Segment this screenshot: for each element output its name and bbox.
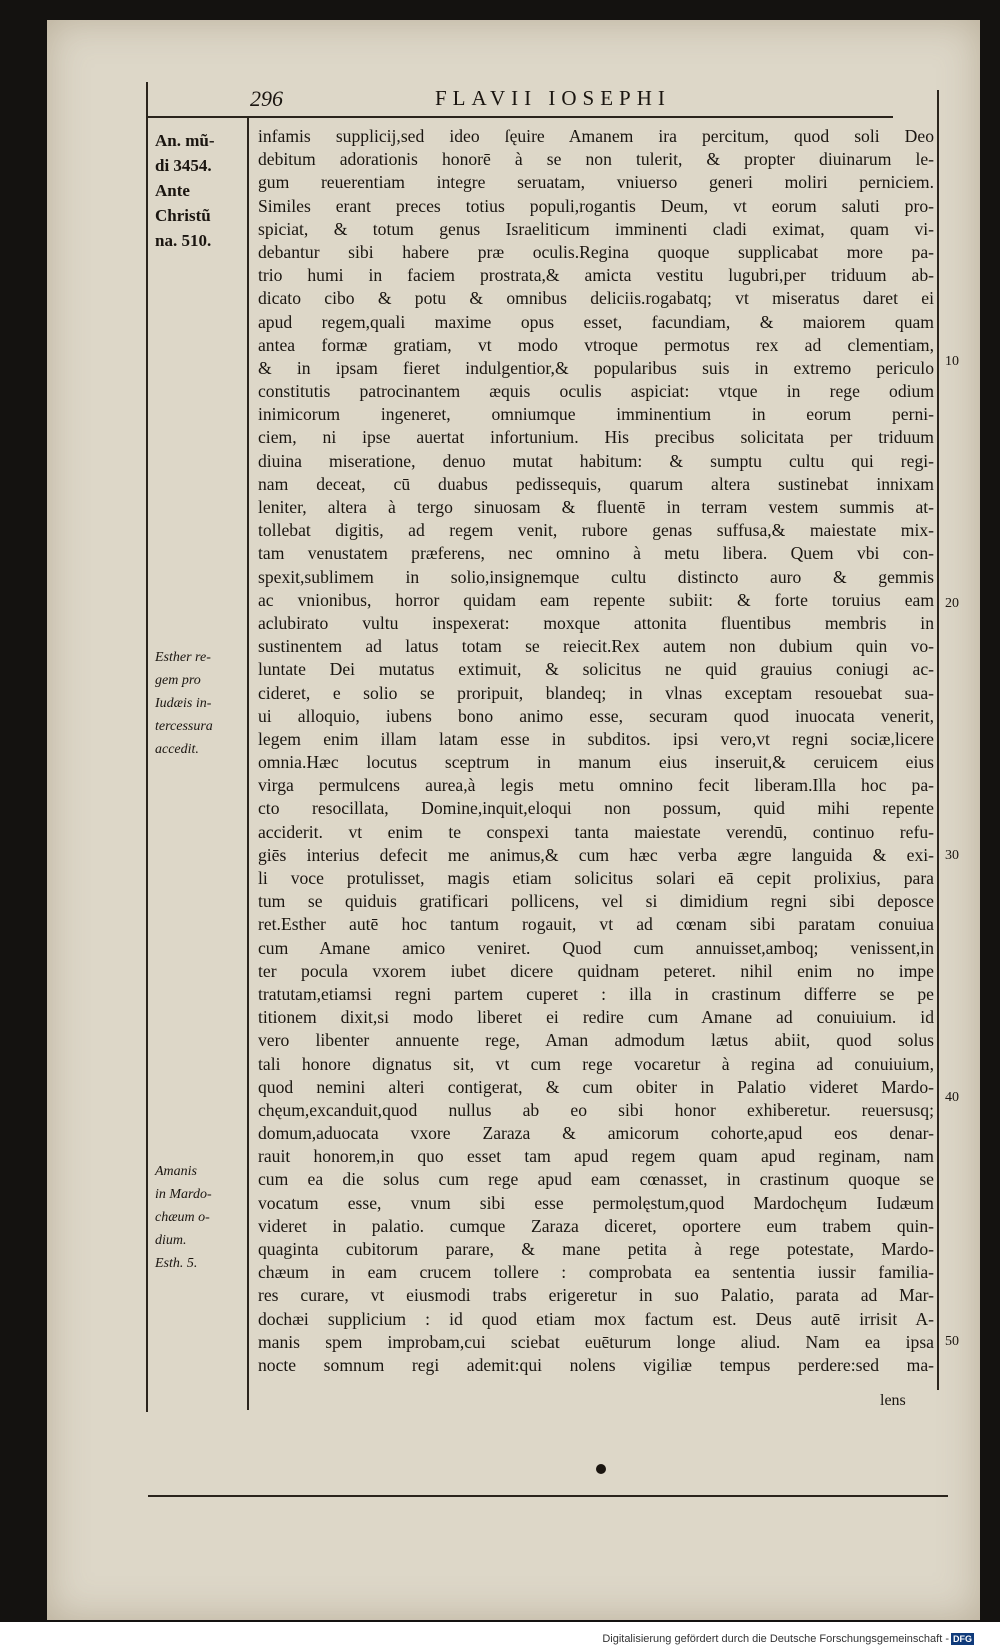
text-line: vero libenter annuente rege, Aman admodum lætus abiit, quod solus — [258, 1030, 934, 1051]
text-line: ac vnionibus, horror quidam eam repente subiit: & forte toruius eam — [258, 589, 934, 610]
text-line: nocte somnum regi ademit:qui nolens vigiliæ tempus perdere:sed ma- — [258, 1354, 934, 1375]
line-number-30: 30 — [945, 848, 959, 863]
text-line: dochæi supplicium : id quod etiam mox factum est. Deus autē irrisit A- — [258, 1308, 934, 1329]
text-line: luntate Dei mutatus extimuit, & solicitus ne quid grauius coniugi ac- — [258, 659, 934, 680]
margin-note-line: Christũ — [155, 206, 211, 225]
text-line: Similes erant preces totius populi,rogantis Deum, vt eorum saluti pro- — [258, 195, 934, 216]
text-line: domum,aduocata vxore Zaraza & amicorum cohorte,apud eos denar- — [258, 1123, 934, 1144]
text-line: debantur sibi habere præ oculis.Regina quoque supplicabat more pa- — [258, 241, 934, 262]
text-line: cideret, e solio se proripuit, blandeq; in vlnas exceptam resouebat sua- — [258, 682, 934, 703]
page-number: 296 — [250, 86, 283, 111]
text-line: quaginta cubitorum parare, & mane petita à rege potestate, Mardo- — [258, 1239, 934, 1259]
text-line: virga permulcens aurea,à legis metu omnino fecit liberam.Illa hoc pa- — [258, 775, 934, 796]
text-line: cto resocillata, Domine,inquit,eloqui non possum, quid mihi repente — [258, 798, 934, 819]
text-line: infamis supplicij,sed ideo ſęuire Amanem ira percitum, quod soli Deo — [258, 126, 934, 146]
catchword: lens — [880, 1392, 906, 1409]
margin-note-line: chæum o- — [155, 1210, 210, 1225]
text-line: tratutam,etiamsi regni partem cuperet : illa in crastinum differre se pe — [258, 983, 934, 1004]
margin-note-line: tercessura — [155, 719, 213, 734]
header-rule — [148, 116, 893, 118]
text-line: spiciat, & totum genus Israeliticum imminenti cladi eximat, quam vi- — [258, 218, 934, 239]
text-line: & in ipsam fieret indulgentior,& popularibus suis in extremo periculo — [258, 357, 934, 378]
margin-note-line: in Mardo- — [155, 1187, 212, 1202]
margin-note-line: na. 510. — [155, 231, 212, 250]
dfg-logo: DFG — [953, 1634, 972, 1644]
margin-note-line: di 3454. — [155, 156, 212, 175]
text-line: tam venustatem præferens, nec omnino à metu libera. Quem vbi con- — [258, 543, 934, 564]
text-line: inimicorum ingeneret, omniumque imminentium in eorum perni- — [258, 404, 934, 425]
margin-note-line: Esth. 5. — [155, 1256, 198, 1271]
footer-rule — [148, 1495, 948, 1497]
text-line: ui alloquio, iubens bono animo esse, securam quod inuocata venerit, — [258, 705, 934, 726]
text-line: chæum in eam crucem tollere : comprobata ea sententia iussir familia- — [258, 1262, 934, 1283]
margin-note-esther — [155, 646, 243, 761]
text-line: diuina miseratione, denuo mutat habitum: & sumptu cultu qui regi- — [258, 450, 934, 471]
text-line: cum ea die solus cum rege apud eam cœnasset, in crastinum quoque se — [258, 1169, 934, 1190]
margin-note-line: An. mũ- — [155, 131, 215, 150]
text-line: gum reuerentiam integre seruatam, vniuerso generi moliri perniciem. — [258, 172, 934, 193]
running-head: FLAVII IOSEPHI — [435, 86, 671, 110]
main-text-block — [258, 125, 934, 1377]
text-line: cum Amane amico veniret. Quod cum annuisset,amboq; venissent,in — [258, 937, 934, 958]
text-line: ter pocula vxorem iubet dicere quidnam peteret. nihil enim no impe — [258, 960, 934, 981]
left-frame-rule — [146, 82, 148, 1412]
text-line: manis spem improbam,cui sciebat euēturum longe aliud. Nam ea ipsa — [258, 1331, 934, 1352]
line-number-50: 50 — [945, 1334, 959, 1349]
right-column-rule — [937, 90, 939, 1390]
page-header — [250, 86, 940, 116]
margin-note-line: dium. — [155, 1233, 187, 1248]
text-line: trio humi in faciem prostrata,& amicta vestitu lugubri,per triduum ab- — [258, 265, 934, 286]
line-number-40: 40 — [945, 1090, 959, 1105]
text-line: li voce protulisset, magis etiam solicitus solari eā cepit prolixius, para — [258, 868, 934, 888]
margin-note-line: Ante — [155, 181, 190, 200]
text-line: nam deceat, cū duabus pedissequis, quarum altera sustinebat innixam — [258, 473, 934, 494]
text-line: tollebat digitis, ad regem venit, rubore genas suffusa,& maiestate mix- — [258, 520, 934, 541]
inner-column-rule — [247, 118, 249, 1410]
margin-date-note — [155, 128, 247, 253]
text-line: spexit,sublimem in solio,insignemque cultu distincto auro & gemmis — [258, 566, 934, 587]
bullet-mark — [596, 1464, 606, 1474]
text-line: legem enim illam latam esse in subditos. ipsi vero,vt regni sociæ,licere — [258, 728, 934, 749]
text-line: dicato cibo & potu & omnibus deliciis.rogabatq; vt miseratus daret ei — [258, 288, 934, 309]
text-line: apud regem,quali maxime opus esset, facundiam, & maiorem quam — [258, 311, 934, 332]
text-line: constitutis patrocinantem æquis oculis aspiciat: vtque in rege odium — [258, 381, 934, 402]
margin-note-amanis — [155, 1160, 243, 1275]
text-line: tum se quiduis gratificari pollicens, vel si dimidium regni sibi deposce — [258, 891, 934, 912]
text-line: acciderit. vt enim te conspexi tanta maiestate verendū, continuo refu- — [258, 821, 934, 842]
margin-note-line: Amanis — [155, 1164, 197, 1179]
text-line: res curare, vt eiusmodi trabs erigeretur in suo Palatio, parata ad Mar- — [258, 1285, 934, 1306]
margin-note-line: Esther re- — [155, 650, 211, 665]
text-line: vocatum esse, vnum sibi esse permolęstum,quod Mardochęum Iudæum — [258, 1192, 934, 1213]
margin-note-line: accedit. — [155, 742, 199, 757]
text-line: quod nemini alteri contigerat, & cum obiter in Palatio videret Mardo- — [258, 1076, 934, 1097]
text-line: videret in palatio. cumque Zaraza diceret, oportere eum trabem quin- — [258, 1215, 934, 1236]
line-number-20: 20 — [945, 596, 959, 611]
digitization-credit — [602, 1633, 974, 1645]
text-line: rauit honorem,in quo esset tam apud regem quam apud reginam, nam — [258, 1146, 934, 1167]
margin-note-line: Iudæis in- — [155, 696, 212, 711]
text-line: omnia.Hæc locutus sceptrum in manum eius inseruit,& ceruicem eius — [258, 752, 934, 773]
text-line: ret.Esther autē hoc tantum rogauit, vt ad cœnam sibi paratam conuiua — [258, 914, 934, 935]
text-line: ciem, ni ipse auertat infortunium. His precibus solicitata per triduum — [258, 427, 934, 448]
line-number-10: 10 — [945, 354, 959, 369]
text-line: giēs interius defecit me animus,& cum hæc verba ægre languida & exi- — [258, 844, 934, 865]
text-line: aclubirato vultu inspexerat: moxque attonita fluentibus membris in — [258, 612, 934, 633]
credit-text: Digitalisierung gefördert durch die Deutsche Forschungsgemeinschaft - — [602, 1633, 949, 1645]
text-line: antea formæ gratiam, vt modo vtroque permotus rex ad clementiam, — [258, 334, 934, 355]
text-line: sustinentem ad latus totam se reiecit.Rex autem non dubium quin vo- — [258, 636, 934, 657]
text-line: chęum,excanduit,quod nullus ab eo sibi honor exhiberetur. reuersusq; — [258, 1099, 934, 1120]
text-line: titionem dixit,si modo liberet ei redire cum Amane ad conuiuium. id — [258, 1007, 934, 1028]
margin-note-line: gem pro — [155, 673, 201, 688]
text-line: debitum adorationis honorē à se non tulerit, & propter diuinarum le- — [258, 149, 934, 170]
text-line: leniter, altera à tergo sinuosam & fluentē in terram vestem summis at- — [258, 497, 934, 517]
text-line: tali honore dignatus sit, vt cum rege vocaretur à regina ad conuiuium, — [258, 1053, 934, 1074]
